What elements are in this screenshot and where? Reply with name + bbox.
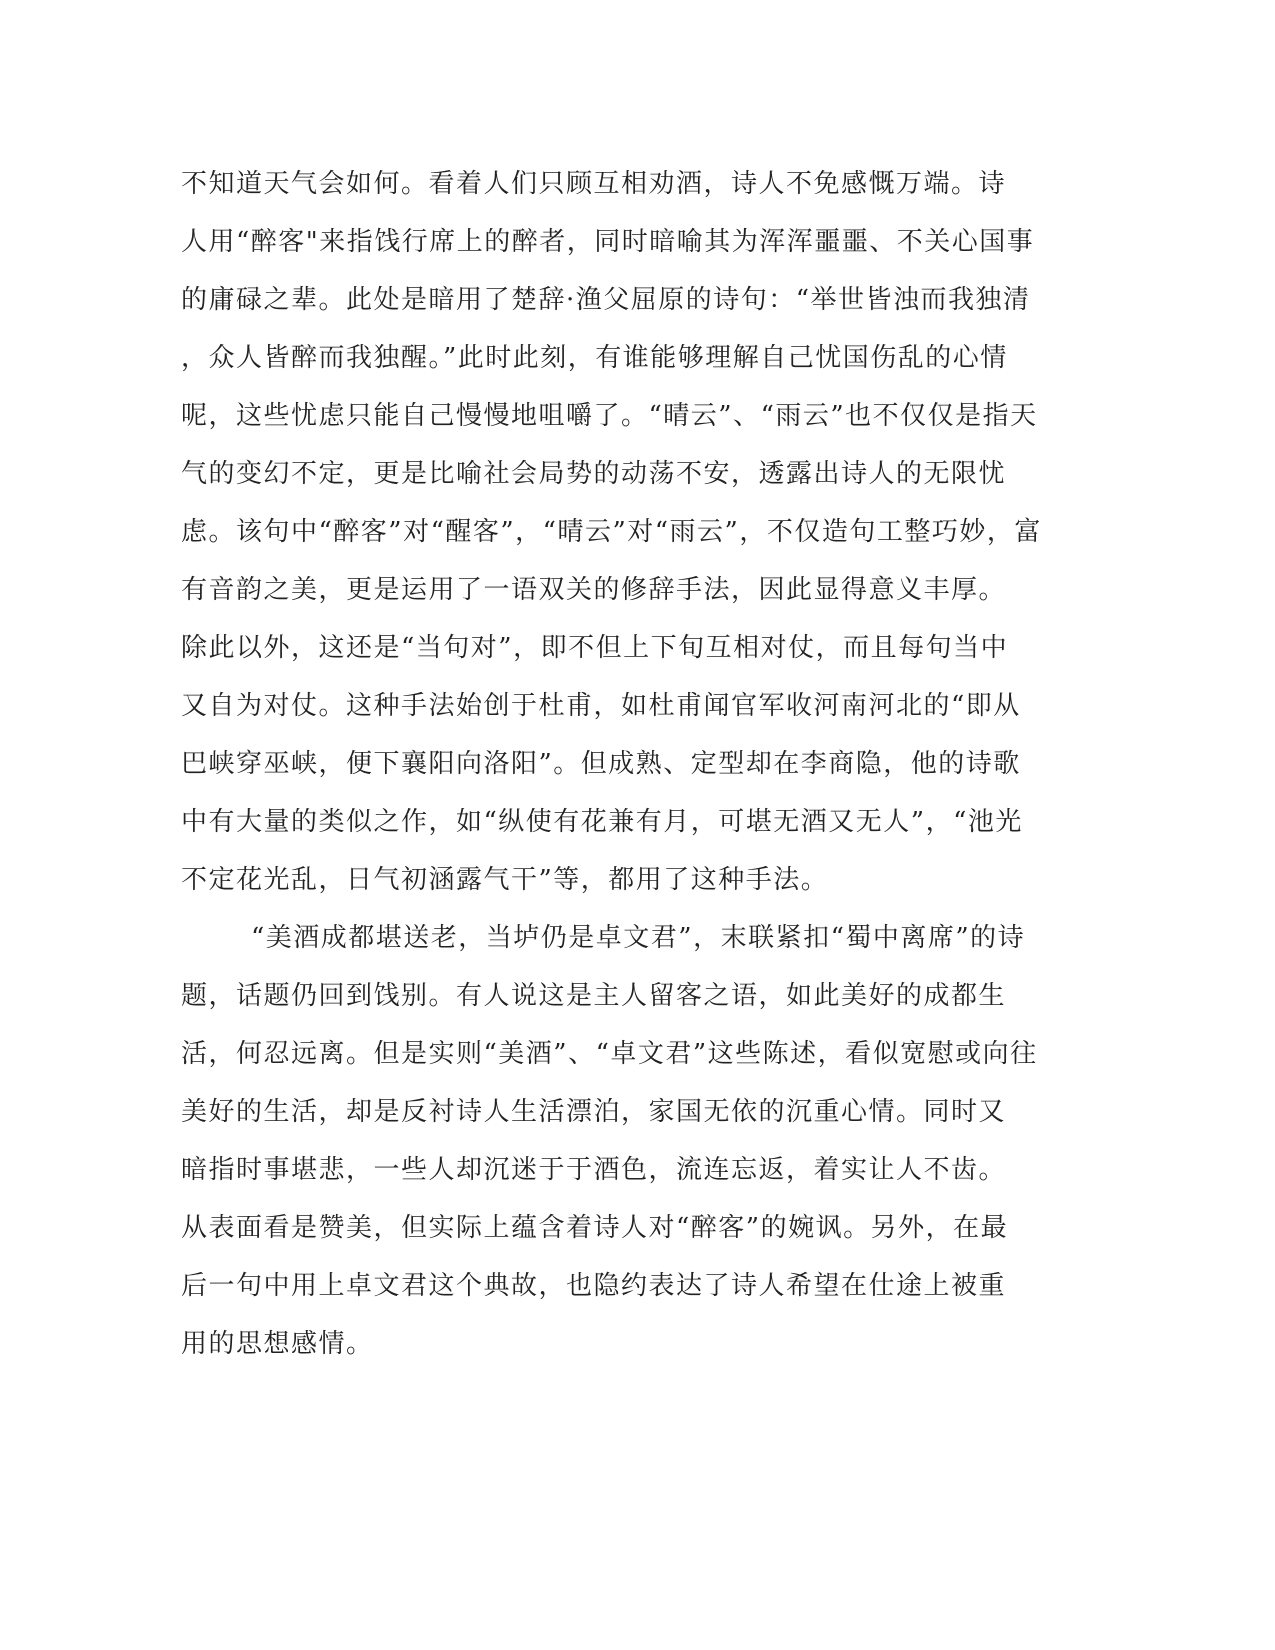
text-line: ，众人皆醉而我独醒。”此时此刻，有谁能够理解自己忧国伤乱的心情 — [181, 343, 1008, 373]
text-line: 中有大量的类似之作，如“纵使有花兼有月，可堪无酒又无人”，“池光 — [181, 807, 1023, 837]
text-line: 气的变幻不定，更是比喻社会局势的动荡不安，透露出诗人的无限忧 — [181, 459, 1007, 489]
text-line: 活，何忍远离。但是实则“美酒”、“卓文君”这些陈述，看似宽慰或向往 — [181, 1039, 1038, 1069]
text-line: 用的思想感情。 — [181, 1329, 374, 1359]
text-line: 从表面看是赞美，但实际上蕴含着诗人对“醉客”的婉讽。另外，在最 — [181, 1213, 1009, 1243]
text-line: 虑。该句中“醉客”对“醒客”，“晴云”对“雨云”，不仅造句工整巧妙，富 — [181, 517, 1042, 547]
text-line: 题，话题仍回到饯别。有人说这是主人留客之语，如此美好的成都生 — [181, 981, 1007, 1011]
text-line: 美好的生活，却是反衬诗人生活漂泊，家国无依的沉重心情。同时又 — [181, 1097, 1007, 1127]
text-line: 暗指时事堪悲，一些人却沉迷于于酒色，流连忘返，着实让人不齿。 — [181, 1155, 1007, 1185]
body-text — [181, 155, 1061, 1373]
text-line: 不定花光乱，日气初涵露气干”等，都用了这种手法。 — [181, 865, 829, 895]
text-line: 后一句中用上卓文君这个典故，也隐约表达了诗人希望在仕途上被重 — [181, 1271, 1007, 1301]
text-line: 巴峡穿巫峡，便下襄阳向洛阳”。但成熟、定型却在李商隐，他的诗歌 — [181, 749, 1021, 779]
text-line: 不知道天气会如何。看着人们只顾互相劝酒，诗人不免感慨万端。诗 — [181, 169, 1007, 199]
text-line: 人用“醉客"来指饯行席上的醉者，同时暗喻其为浑浑噩噩、不关心国事 — [181, 227, 1035, 257]
text-line: 有音韵之美，更是运用了一语双关的修辞手法，因此显得意义丰厚。 — [181, 575, 1007, 605]
text-line: 又自为对仗。这种手法始创于杜甫，如杜甫闻官军收河南河北的“即从 — [181, 691, 1021, 721]
paragraph-start-line: “美酒成都堪送老，当垆仍是卓文君”，末联紧扣“蜀中离席”的诗 — [251, 923, 1026, 953]
text-line: 除此以外，这还是“当句对”，即不但上下旬互相对仗，而且每句当中 — [181, 633, 1009, 663]
text-line: 呢，这些忧虑只能自己慢慢地咀嚼了。“晴云”、“雨云”也不仅仅是指天 — [181, 401, 1038, 431]
text-line: 的庸碌之辈。此处是暗用了楚辞·渔父屈原的诗句：“举世皆浊而我独清 — [181, 285, 1031, 315]
